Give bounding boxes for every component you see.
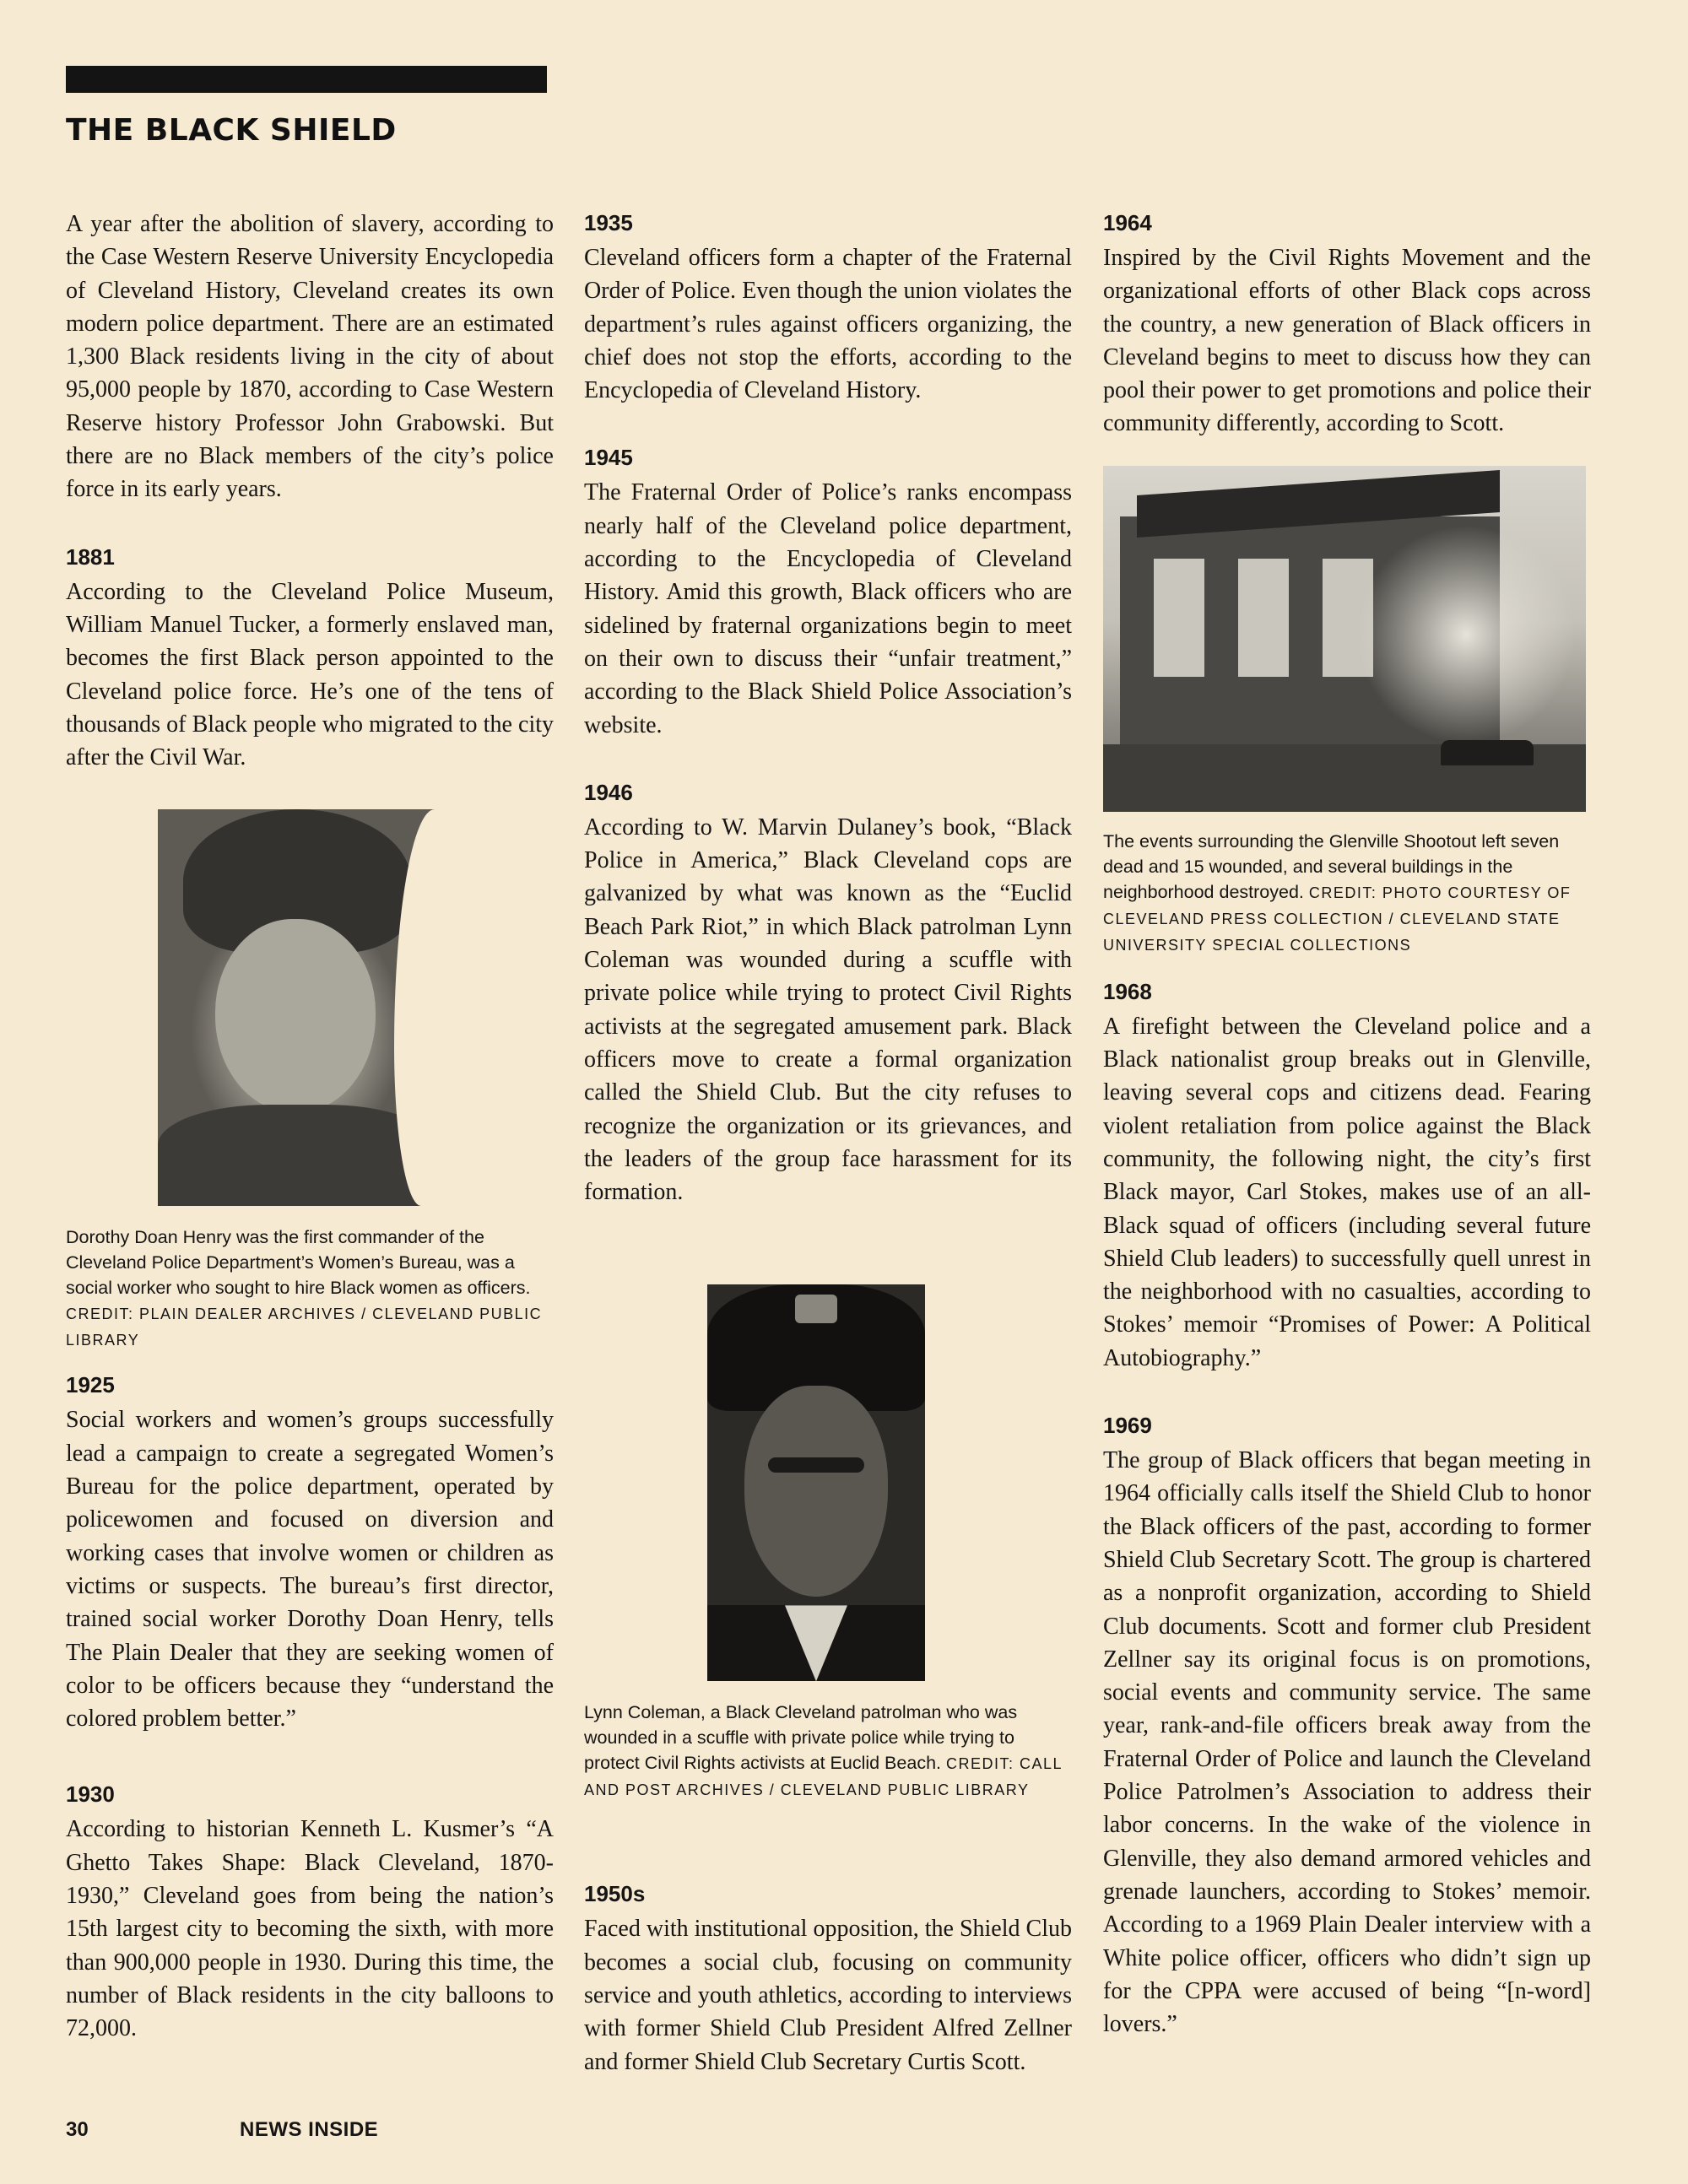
photo-glenville-fire (1103, 466, 1586, 812)
page-number: 30 (66, 2118, 89, 2141)
caption-credit: CREDIT: CALL AND POST ARCHIVES / CLEVELAND PUBLIC LIBRARY (584, 1755, 1063, 1799)
caption-text: Lynn Coleman, a Black Cleveland patrolman who was wounded in a scuffle with private police while trying to protect Civil Rights activists at Euclid Beach. (584, 1702, 1018, 1774)
caption-credit: CREDIT: PLAIN DEALER ARCHIVES / CLEVELAND PUBLIC LIBRARY (66, 1306, 543, 1349)
year-heading: 1969 (1103, 1413, 1152, 1439)
photo-caption (584, 1700, 1072, 1803)
entry-text: Faced with institutional opposition, the Shield Club becomes a social club, focusing on community service and youth athletics, according to interviews with former Shield Club President Alfred Zellner and former Shield Club Secretary Curtis Scott. (584, 1916, 1072, 2075)
caption-credit: CREDIT: PHOTO COURTESY OF CLEVELAND PRESS COLLECTION / CLEVELAND STATE UNIVERSITY SPECIAL COLLECTIONS (1103, 884, 1572, 954)
entry-text: The group of Black officers that began meeting in 1964 officially calls itself the Shield Club to honor the Black officers of the past, according to former Shield Club Secretary Scott. The group is chartered as a nonprofit organization, according to Shield Club documents. Scott and former club President Zellner say its original focus is on promotions, social events and community service. The same year, rank-and-file officers break away from the Fraternal Order of Police and launch the Cleveland Police Patrolmen’s Association to address their labor concerns. In the wake of the violence in Glenville, they also demand armored vehicles and grenade launchers, according to Stokes’ memoir. According to a 1969 Plain Dealer interview with a White police officer, officers who didn’t sign up for the CPPA were accused of being “[n-word] lovers.” (1103, 1447, 1591, 2038)
year-heading: 1925 (66, 1372, 115, 1398)
entry-1881 (66, 542, 554, 775)
entry-1946 (584, 777, 1072, 1209)
header-rule (66, 66, 547, 93)
caption-text: Dorothy Doan Henry was the first commander of the Cleveland Police Department’s Women’s Bureau, was a social worker who sought to hire Black women as officers. (66, 1227, 531, 1299)
entry-text: The Fraternal Order of Police’s ranks encompass nearly half of the Cleveland police department, according to the Encyclopedia of Cleveland History. Amid this growth, Black officers who are sidelined by fraternal organizations begin to meet on their own to discuss their “unfair treatment,” according to the Black Shield Police Association’s website. (584, 479, 1072, 738)
entry-1950s (584, 1879, 1072, 2078)
entry-1969 (1103, 1410, 1591, 2041)
year-heading: 1930 (66, 1781, 115, 1808)
entry-text: According to W. Marvin Dulaney’s book, “Black Police in America,” Black Cleveland cops are galvanized by what was known as the “Euclid Beach Park Riot,” in which Black patrolman Lynn Coleman was wounded during a scuffle with private police while trying to protect Civil Rights activists at the segregated amusement park. Black officers move to create a formal organization called the Shield Club. But the city refuses to recognize the organization or its grievances, and the leaders of the group face harassment for its formation. (584, 814, 1072, 1206)
year-heading: 1968 (1103, 978, 1152, 1004)
entry-text: Inspired by the Civil Rights Movement and the organizational efforts of other Black cops across the country, a new generation of Black officers in Cleveland begins to meet to discuss how they can pool their power to get promotions and police their community differently, according to Scott. (1103, 245, 1591, 437)
year-heading: 1950s (584, 1881, 646, 1907)
column-3 (1103, 208, 1591, 2076)
year-heading: 1935 (584, 210, 633, 235)
entry-1945 (584, 442, 1072, 741)
entry-text: Social workers and women’s groups successfully lead a campaign to create a segregated Women’s Bureau for the police department, operated by policewomen and focused on diversion and working cases that involve women or children as victims or suspects. The bureau’s first director, trained social worker Dorothy Doan Henry, tells The Plain Dealer that they are seeking women of color to be officers because they “understand the colored problem better.” (66, 1407, 554, 1733)
year-heading: 1946 (584, 779, 633, 805)
entry-1964 (1103, 208, 1591, 441)
entry-1930 (66, 1779, 554, 2045)
intro-text: A year after the abolition of slavery, according to the Case Western Reserve University Encyclopedia of Cleveland History, Cleveland creates its own modern police department. There are an estimated 1,300 Black residents living in the city of about 95,000 people by 1870, according to Case Western Reserve history Professor John Grabowski. But there are no Black members of the city’s police force in its early years. (66, 211, 554, 503)
entry-text: A firefight between the Cleveland police and a Black nationalist group breaks out in Glenville, leaving several cops and citizens dead. Fearing violent retaliation from police against the Black community, the following night, the city’s first Black mayor, Carl Stokes, makes use of an all-Black squad of officers (including several future Shield Club leaders) to successfully quell unrest in the neighborhood with no casualties, according to Stokes’ memoir “Promises of Power: A Political Autobiography.” (1103, 1013, 1591, 1371)
photo-dorothy-doan-henry (158, 809, 436, 1206)
year-heading: 1881 (66, 543, 115, 570)
entry-1935 (584, 208, 1072, 407)
column-1 (66, 208, 554, 2081)
photo-caption (66, 1224, 554, 1353)
entry-1968 (1103, 976, 1591, 1375)
publication-name: NEWS INSIDE (240, 2118, 379, 2141)
entry-text: According to historian Kenneth L. Kusmer’s “A Ghetto Takes Shape: Black Cleveland, 1870-1930,” Cleveland goes from being the nation’s 15th largest city to becoming the sixth, with more than 900,000 people in 1930. During this time, the number of Black residents in the city balloons to 72,000. (66, 1816, 554, 2042)
photo-lynn-coleman (707, 1284, 925, 1681)
year-heading: 1964 (1103, 210, 1152, 235)
caption-text: The events surrounding the Glenville Shootout left seven dead and 15 wounded, and several buildings in the neighborhood destroyed. (1103, 830, 1560, 902)
page-title: THE BLACK SHIELD (66, 113, 397, 148)
photo-caption (1103, 829, 1591, 958)
entry-text: Cleveland officers form a chapter of the Fraternal Order of Police. Even though the union violates the department’s rules against officers organizing, the chief does not stop the efforts, according to the Encyclopedia of Cleveland History. (584, 245, 1072, 404)
entry-1925 (66, 1370, 554, 1735)
entry-text: According to the Cleveland Police Museum, William Manuel Tucker, a formerly enslaved man, becomes the first Black person appointed to the Cleveland police force. He’s one of the tens of thousands of Black people who migrated to the city after the Civil War. (66, 578, 554, 771)
intro-block (66, 208, 554, 506)
column-2 (584, 208, 1072, 2114)
year-heading: 1945 (584, 445, 633, 471)
